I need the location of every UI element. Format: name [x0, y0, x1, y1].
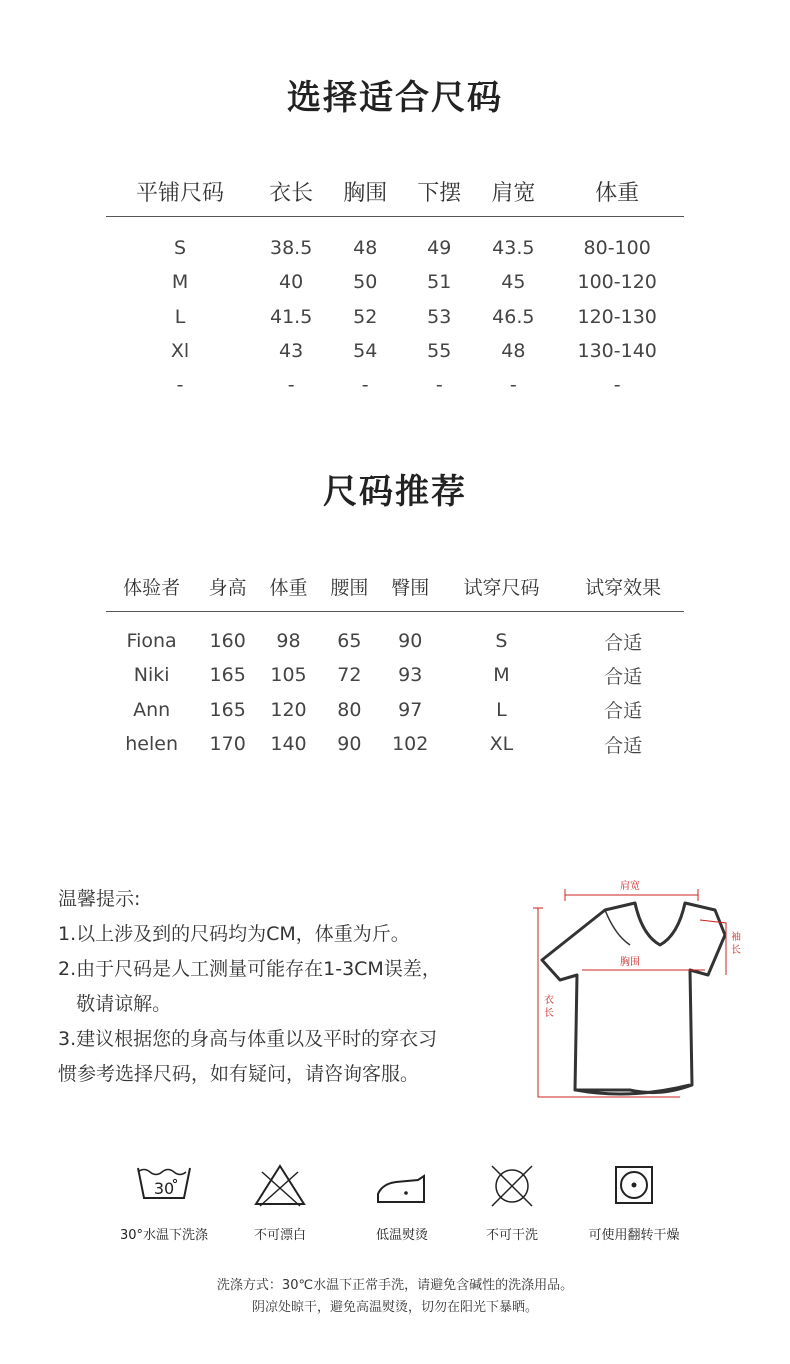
- size-header: 下摆: [402, 176, 476, 217]
- tips-line-2: 2.由于尺码是人工测量可能存在1-3CM误差，: [58, 958, 441, 980]
- care-tumble-dry: [574, 1162, 694, 1243]
- diagram-shoulder-label: 肩宽: [620, 881, 640, 892]
- tips-line-4: 3.建议根据您的身高与体重以及平时的穿衣习: [58, 1028, 438, 1050]
- table-cell: 43.5: [492, 237, 535, 260]
- diagram-chest-label: 胸围: [620, 957, 640, 968]
- table-cell: -: [361, 374, 369, 397]
- table-cell: 52: [353, 305, 378, 328]
- table-cell: 105: [270, 664, 307, 687]
- size-chart-table: [106, 176, 684, 402]
- table-cell: 90: [398, 630, 423, 653]
- size-header: 胸围: [328, 176, 402, 217]
- table-cell: -: [435, 374, 443, 397]
- care-low-iron: [342, 1162, 462, 1243]
- diagram-length-label-2: 长: [544, 1008, 554, 1019]
- table-cell: 55: [427, 340, 452, 363]
- table-cell: S: [495, 630, 508, 653]
- rec-header: 试穿效果: [562, 573, 684, 612]
- table-cell: 130-140: [577, 340, 657, 363]
- table-cell: Fiona: [126, 630, 177, 653]
- table-cell: helen: [125, 733, 178, 756]
- care-no-bleach: [220, 1162, 340, 1243]
- tips-block: [58, 884, 478, 1094]
- diagram-sleeve-label-1: 袖: [731, 932, 741, 943]
- table-cell: 80: [337, 698, 362, 721]
- table-cell: XL: [489, 733, 514, 756]
- no-dry-clean-icon: [482, 1162, 542, 1208]
- tips-heading: 温馨提示:: [58, 888, 141, 910]
- tshirt-outline: [542, 903, 725, 1093]
- size-header: 平铺尺码: [106, 176, 254, 217]
- table-cell: 40: [279, 271, 304, 294]
- table-cell: 140: [270, 733, 307, 756]
- table-cell: 46.5: [492, 305, 535, 328]
- rec-header: 腰围: [319, 573, 380, 612]
- size-chart-title: 选择适合尺码: [287, 78, 503, 118]
- rec-header: 臀围: [380, 573, 441, 612]
- table-cell: 102: [392, 733, 429, 756]
- table-row: [106, 624, 684, 658]
- tumble-dry-icon: [604, 1162, 664, 1208]
- rec-header: 试穿尺码: [441, 573, 563, 612]
- table-cell: 100-120: [577, 271, 657, 294]
- table-row: [106, 300, 684, 334]
- table-cell: 合适: [604, 700, 643, 723]
- care-label-wash: 30°水温下洗涤: [119, 1228, 209, 1243]
- size-header: 衣长: [254, 176, 328, 217]
- table-cell: 合适: [604, 734, 643, 757]
- table-row: [106, 231, 684, 265]
- wash-basin-icon: [134, 1162, 194, 1208]
- table-cell: 53: [427, 305, 452, 328]
- diagram-sleeve-label-2: 长: [731, 945, 741, 956]
- table-cell: -: [509, 374, 517, 397]
- table-cell: 43: [279, 340, 304, 363]
- iron-icon: [372, 1162, 432, 1208]
- table-cell: 51: [427, 271, 452, 294]
- care-label-no-dryclean: 不可干洗: [485, 1228, 538, 1243]
- table-cell: 72: [337, 664, 362, 687]
- table-row: [106, 727, 684, 761]
- rec-header: 体重: [258, 573, 319, 612]
- table-cell: L: [496, 698, 507, 721]
- size-header: 肩宽: [476, 176, 550, 217]
- wash-note-line-2: 阴凉处晾干，避免高温熨烫，切勿在阳光下暴晒。: [251, 1300, 538, 1315]
- table-cell: 合适: [604, 631, 643, 654]
- diagram-length-label-1: 衣: [544, 995, 554, 1006]
- table-cell: 50: [353, 271, 378, 294]
- table-cell: 120-130: [577, 305, 657, 328]
- table-cell: -: [613, 374, 621, 397]
- care-wash-30: [104, 1162, 224, 1243]
- table-cell: 合适: [604, 665, 643, 688]
- table-cell: M: [493, 664, 510, 687]
- tshirt-measurement-diagram: [530, 875, 750, 1105]
- table-cell: 160: [209, 630, 246, 653]
- table-cell: 54: [353, 340, 378, 363]
- table-cell: 80-100: [583, 237, 651, 260]
- table-cell: 48: [353, 237, 378, 260]
- tips-line-1: 1.以上涉及到的尺码均为CM，体重为斤。: [58, 923, 410, 945]
- table-cell: 120: [270, 698, 307, 721]
- wash-temp-text: 30: [153, 1179, 175, 1198]
- table-row: [106, 334, 684, 368]
- care-no-dryclean: [452, 1162, 572, 1243]
- care-label-no-bleach: 不可漂白: [253, 1228, 306, 1243]
- wash-note-line-1: 洗涤方式：30℃水温下正常手洗，请避免含碱性的洗涤用品。: [216, 1278, 574, 1293]
- table-cell: 170: [209, 733, 246, 756]
- table-cell: 165: [209, 698, 246, 721]
- tips-line-5: 惯参考选择尺码，如有疑问，请咨询客服。: [58, 1063, 420, 1085]
- table-cell: -: [287, 374, 295, 397]
- table-cell: 90: [337, 733, 362, 756]
- table-cell: Xl: [170, 340, 190, 363]
- table-cell: 41.5: [269, 305, 313, 328]
- size-header: 体重: [550, 176, 684, 217]
- table-row: [106, 658, 684, 692]
- table-cell: S: [174, 237, 187, 260]
- recommend-title: 尺码推荐: [323, 472, 467, 512]
- no-bleach-icon: [250, 1162, 310, 1208]
- table-cell: Ann: [133, 698, 171, 721]
- table-cell: -: [176, 374, 184, 397]
- table-row: [106, 265, 684, 299]
- table-cell: 65: [337, 630, 362, 653]
- rec-header: 体验者: [106, 573, 197, 612]
- table-cell: 97: [398, 698, 423, 721]
- rec-header: 身高: [197, 573, 258, 612]
- table-cell: L: [174, 305, 186, 328]
- table-row: [106, 368, 684, 402]
- table-cell: 93: [398, 664, 423, 687]
- table-cell: 48: [501, 340, 526, 363]
- table-cell: 45: [501, 271, 526, 294]
- care-label-iron: 低温熨烫: [375, 1228, 428, 1243]
- table-cell: 38.5: [269, 237, 313, 260]
- table-cell: 165: [209, 664, 246, 687]
- table-cell: 98: [276, 630, 301, 653]
- tips-line-3: 敬请谅解。: [58, 993, 172, 1015]
- table-row: [106, 693, 684, 727]
- table-cell: M: [171, 271, 189, 294]
- table-cell: Niki: [133, 664, 170, 687]
- care-label-tumble-dry: 可使用翻转干燥: [588, 1228, 680, 1243]
- table-cell: 49: [427, 237, 452, 260]
- recommend-table: [106, 573, 684, 761]
